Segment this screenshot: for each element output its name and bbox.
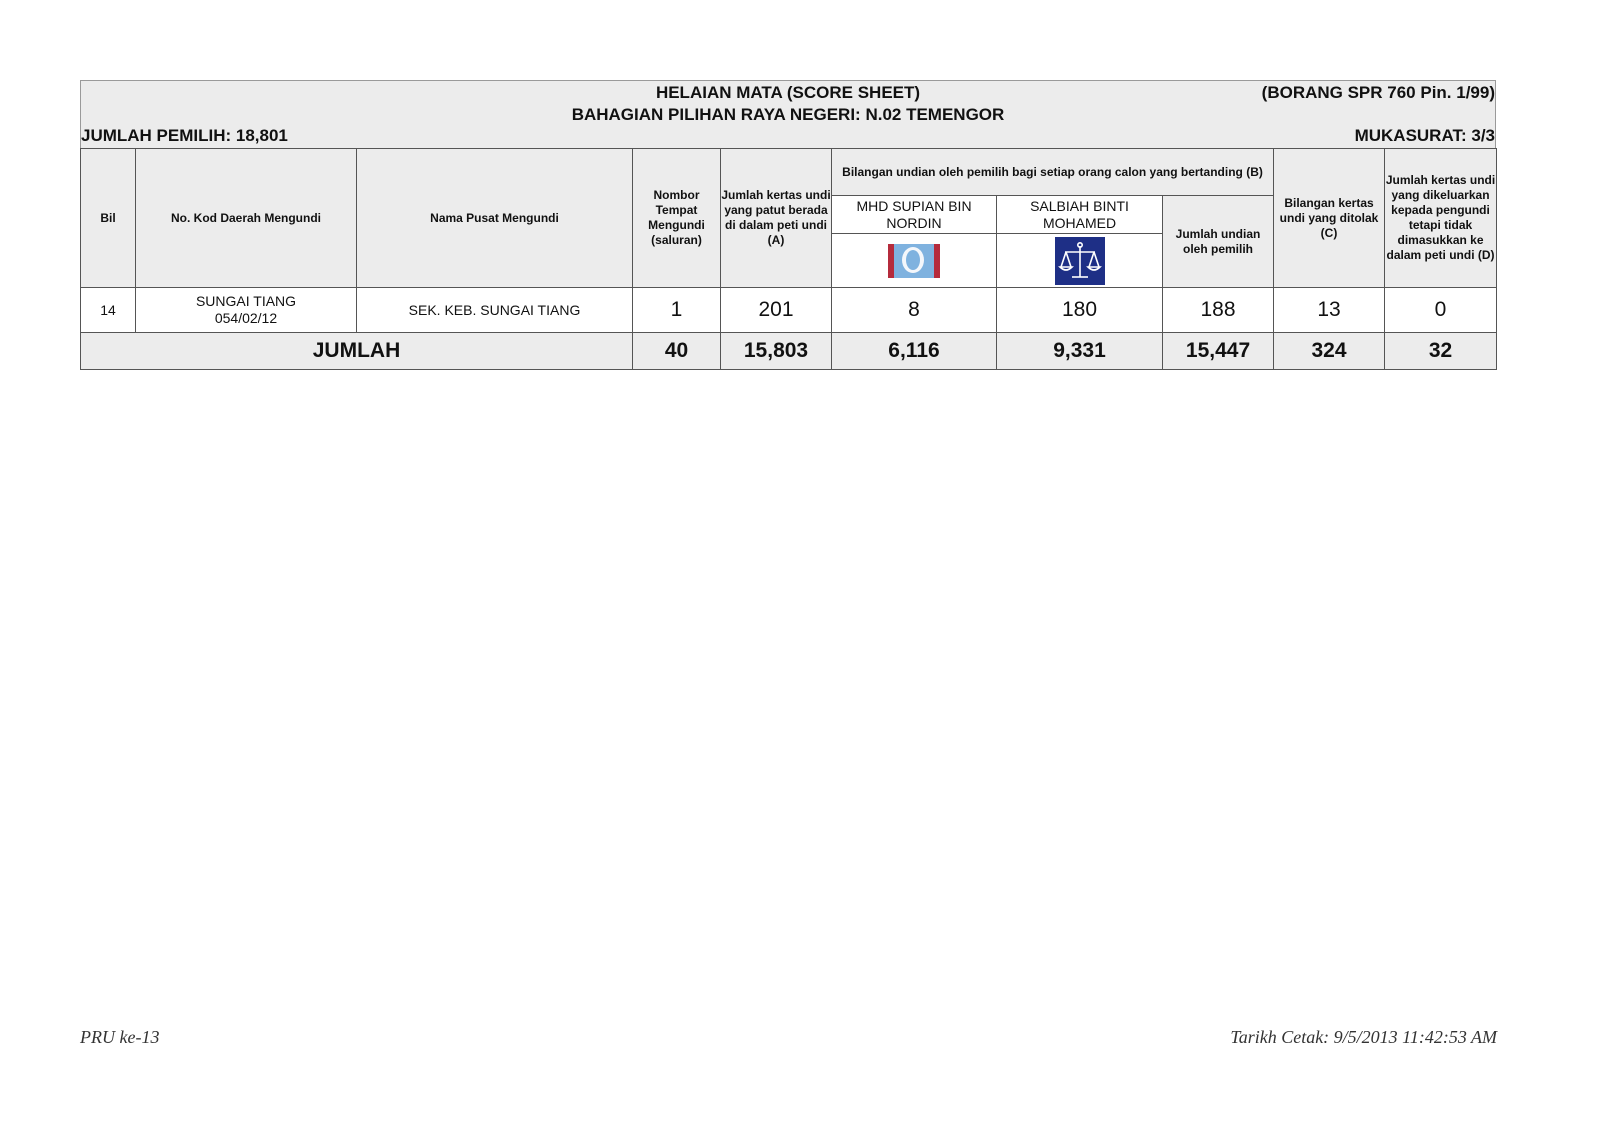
col-kertas-a: Jumlah kertas undi yang patut berada di dalam peti undi (A) xyxy=(721,149,832,288)
total-row xyxy=(81,333,1497,370)
row-c: 13 xyxy=(1274,288,1385,333)
row-jumlah: 188 xyxy=(1163,288,1274,333)
candidate-1-name: MHD SUPIAN BIN NORDIN xyxy=(832,196,997,234)
col-ditolak-c: Bilangan kertas undi yang ditolak (C) xyxy=(1274,149,1385,288)
col-pusat: Nama Pusat Mengundi xyxy=(357,149,633,288)
total-a: 15,803 xyxy=(721,333,832,370)
row-kod-cell xyxy=(136,288,357,333)
col-calon-group: Bilangan undian oleh pemilih bagi setiap orang calon yang bertanding (B) xyxy=(832,149,1274,196)
total-jumlah: 15,447 xyxy=(1163,333,1274,370)
total-label: JUMLAH xyxy=(81,333,633,370)
row-bil: 14 xyxy=(81,288,136,333)
total-d: 32 xyxy=(1385,333,1497,370)
title-line-1: HELAIAN MATA (SCORE SHEET) xyxy=(655,83,921,102)
footer-election: PRU ke-13 xyxy=(80,1027,160,1047)
row-kod: 054/02/12 xyxy=(214,310,278,326)
row-cand1: 8 xyxy=(832,288,997,333)
candidate-2-logo-cell xyxy=(997,234,1163,288)
col-tidak-d: Jumlah kertas undi yang dikeluarkan kepada pengundi tetapi tidak dimasukkan ke dalam peti undi (D) xyxy=(1385,149,1497,288)
col-tempat: Nombor Tempat Mengundi (saluran) xyxy=(633,149,721,288)
row-saluran: 1 xyxy=(633,288,721,333)
total-c: 324 xyxy=(1274,333,1385,370)
title-line-2: BAHAGIAN PILIHAN RAYA NEGERI: N.02 TEMENGOR xyxy=(571,105,1005,124)
pkr-logo-icon xyxy=(888,244,940,278)
table-row xyxy=(81,288,1497,333)
row-cand2: 180 xyxy=(997,288,1163,333)
form-number: (BORANG SPR 760 Pin. 1/99) xyxy=(1261,83,1495,102)
row-d: 0 xyxy=(1385,288,1497,333)
results-table xyxy=(80,148,1497,370)
col-jumlah-undian: Jumlah undian oleh pemilih xyxy=(1163,196,1274,288)
candidate-1-logo-cell xyxy=(832,234,997,288)
col-kod: No. Kod Daerah Mengundi xyxy=(136,149,357,288)
sheet-header xyxy=(80,80,1496,148)
bn-scales-logo-icon xyxy=(1055,237,1105,285)
row-a: 201 xyxy=(721,288,832,333)
total-saluran: 40 xyxy=(633,333,721,370)
page-number: MUKASURAT: 3/3 xyxy=(1354,126,1495,145)
footer-print-date: Tarikh Cetak: 9/5/2013 11:42:53 AM xyxy=(1230,1027,1497,1047)
score-sheet xyxy=(80,80,1496,370)
candidate-2-name: SALBIAH BINTI MOHAMED xyxy=(997,196,1163,234)
total-voters: JUMLAH PEMILIH: 18,801 xyxy=(81,126,288,145)
total-cand1: 6,116 xyxy=(832,333,997,370)
row-pusat: SEK. KEB. SUNGAI TIANG xyxy=(357,288,633,333)
row-daerah: SUNGAI TIANG xyxy=(195,293,297,309)
col-bil: Bil xyxy=(81,149,136,288)
total-cand2: 9,331 xyxy=(997,333,1163,370)
